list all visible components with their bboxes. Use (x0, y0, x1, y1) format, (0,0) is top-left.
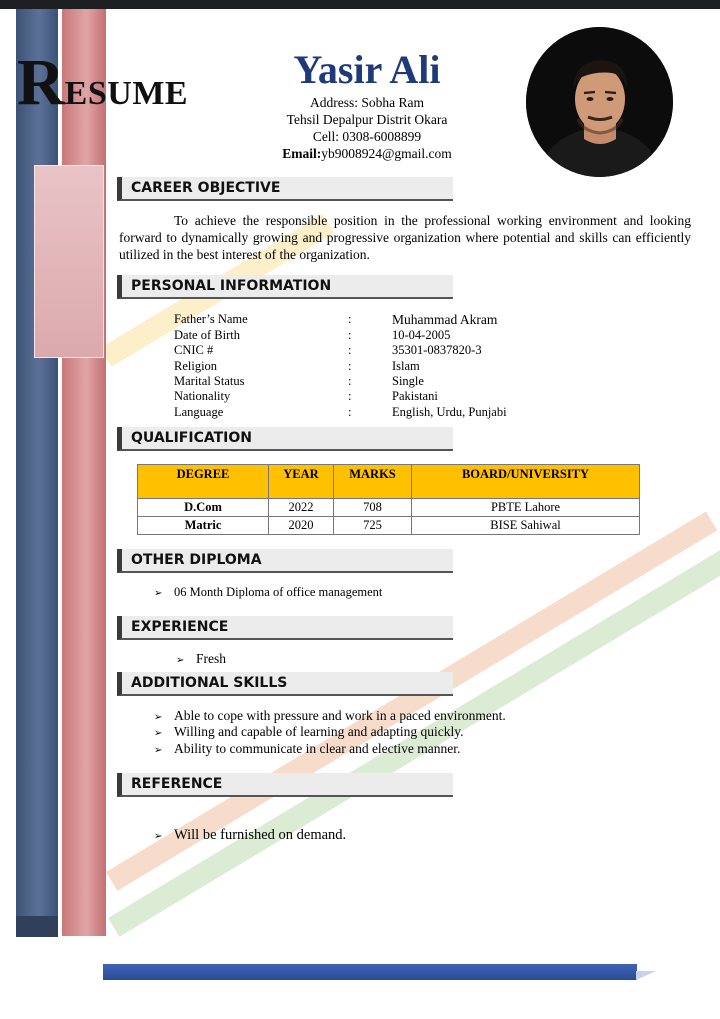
personal-information-header (117, 275, 453, 299)
table-cell-marks: 725 (334, 517, 412, 535)
additional-skills-header (117, 672, 453, 696)
email-value: yb9008924@gmail.com (321, 146, 452, 161)
table-cell-marks: 708 (334, 499, 412, 517)
decor-bar-blue (16, 9, 58, 937)
contact-block (250, 94, 484, 162)
experience-item: Fresh (196, 651, 226, 666)
personal-info-value: Islam (392, 359, 420, 373)
decor-bar-blue-tail (16, 916, 58, 937)
table-cell-board: PBTE Lahore (412, 499, 640, 517)
table-header-marks: MARKS (334, 465, 412, 499)
arrow-bullet-icon: ➢ (176, 655, 185, 666)
arrow-bullet-icon: ➢ (154, 588, 163, 599)
arrow-bullet-icon: ➢ (154, 831, 163, 842)
table-header-degree: DEGREE (138, 465, 269, 499)
other-diploma-title: OTHER DIPLOMA (131, 552, 262, 568)
reference-item: Will be furnished on demand. (174, 827, 347, 843)
table-cell-board: BISE Sahiwal (412, 517, 640, 535)
person-portrait-icon (526, 27, 673, 177)
personal-info-value: 10-04-2005 (392, 328, 451, 342)
arrow-bullet-icon: ➢ (154, 745, 163, 756)
arrow-bullet-icon: ➢ (154, 712, 163, 723)
personal-info-colon: : (348, 328, 352, 342)
personal-information-title: PERSONAL INFORMATION (131, 278, 332, 294)
cell-number: Cell: 0308-6008899 (312, 129, 422, 144)
reference-title: REFERENCE (131, 776, 223, 792)
personal-info-value: Pakistani (392, 389, 438, 403)
list-item (154, 585, 382, 600)
list-item (154, 827, 346, 844)
list-item (154, 741, 460, 757)
personal-info-colon: : (348, 359, 352, 373)
table-cell-year: 2022 (269, 499, 334, 517)
resume-heading (17, 46, 189, 119)
personal-info-label: Marital Status (174, 374, 245, 388)
reference-header (117, 773, 453, 797)
resume-initial: R (17, 46, 65, 119)
table-header-board: BOARD/UNIVERSITY (412, 465, 640, 499)
top-dark-bar (0, 0, 720, 9)
skill-item: Ability to communicate in clear and elective manner. (174, 741, 461, 756)
table-cell-year: 2020 (269, 517, 334, 535)
list-item (176, 651, 226, 667)
personal-info-colon: : (348, 374, 352, 388)
decor-pink-box (34, 165, 104, 358)
list-item (154, 724, 464, 740)
qualification-title: QUALIFICATION (131, 430, 252, 446)
personal-info-label: Date of Birth (174, 328, 240, 342)
decor-bottom-bar (103, 964, 637, 980)
personal-info-colon: : (348, 405, 352, 419)
profile-photo (526, 27, 673, 177)
personal-info-value: 35301-0837820-3 (392, 343, 482, 357)
table-header-row (138, 465, 640, 499)
career-objective-title: CAREER OBJECTIVE (131, 180, 281, 196)
qualification-table (137, 464, 640, 535)
resume-rest: ESUME (64, 75, 189, 112)
personal-info-colon: : (348, 312, 352, 326)
personal-info-colon: : (348, 389, 352, 403)
skill-item: Willing and capable of learning and adapting quickly. (174, 724, 464, 739)
qualification-header (117, 427, 453, 451)
personal-info-colon: : (348, 343, 352, 357)
table-row (138, 517, 640, 535)
personal-info-value: Single (392, 374, 424, 388)
personal-info-label: Nationality (174, 389, 231, 403)
candidate-name: Yasir Ali (293, 47, 441, 92)
career-objective-header (117, 177, 453, 201)
experience-header (117, 616, 453, 640)
diploma-item: 06 Month Diploma of office management (174, 585, 383, 599)
other-diploma-header (117, 549, 453, 573)
personal-info-label: CNIC # (174, 343, 214, 357)
skill-item: Able to cope with pressure and work in a paced environment. (174, 708, 506, 723)
decor-bottom-bar-tail (636, 971, 656, 980)
decor-bar-red (62, 9, 106, 936)
personal-info-value: English, Urdu, Punjabi (392, 405, 507, 419)
list-item (154, 708, 506, 724)
address-line-2: Tehsil Depalpur Distrit Okara (286, 112, 448, 127)
personal-info-value: Muhammad Akram (392, 312, 498, 327)
address-line-1: Address: Sobha Ram (310, 95, 424, 110)
email-line (250, 145, 484, 162)
table-cell-degree: D.Com (138, 499, 269, 517)
table-header-year: YEAR (269, 465, 334, 499)
email-label: Email: (282, 146, 322, 161)
table-cell-degree: Matric (138, 517, 269, 535)
personal-info-label: Language (174, 405, 224, 419)
career-objective-text: To achieve the responsible position in the professional working environment and looking forward to dynamically growing and progressive organization where potential and skills can efficiently utilized in the best interest of the organization. (119, 213, 691, 262)
experience-title: EXPERIENCE (131, 619, 229, 635)
table-row (138, 499, 640, 517)
additional-skills-title: ADDITIONAL SKILLS (131, 675, 288, 691)
personal-info-label: Religion (174, 359, 218, 373)
personal-info-label: Father’s Name (174, 312, 248, 326)
arrow-bullet-icon: ➢ (154, 728, 163, 739)
